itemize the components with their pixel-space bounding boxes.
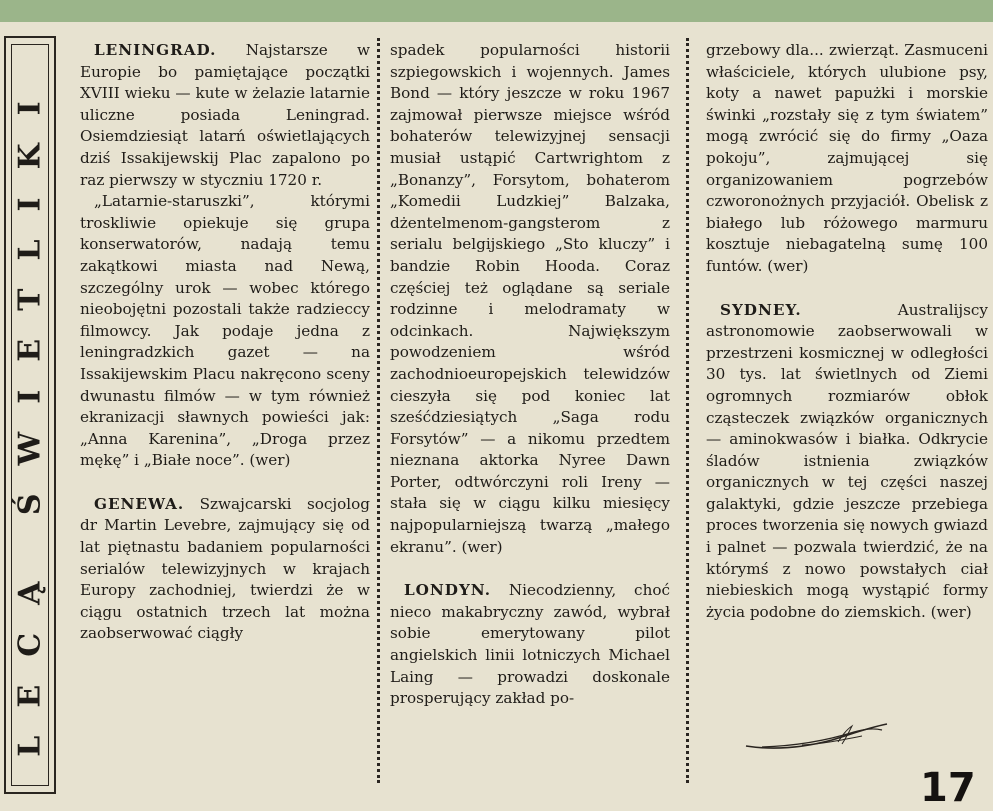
article-londyn-paragraph [390,580,670,710]
article-londyn-text-part-1: Niecodzienny, choć nieco makabryczny zawód, wybrał sobie emerytowany pilot angielskich linii lotniczych Michael Laing — prowadzi doskonale prosperujący zakład po- [390,581,670,708]
column-divider-1 [377,38,380,783]
section-header-box [4,36,56,794]
article-londyn-text-part-2: grzebowy dla... zwierząt. Zasmuceni właściciele, których ulubione psy, koty a nawet papużki i morskie świnki „rozstały się z tym światem” mogą zwrócić się do firmy „Oaza pokoju”, zajmującej się organizowaniem pogrzebów czworonożnych przyjaciół. Obelisk z białego lub różowego marmuru kosztuje niebagatelną sumę 100 funtów. (wer) [706,41,988,275]
article-leningrad-paragraph-2: „Latarnie-staruszki”, którymi troskliwie opiekuje się grupa konserwatorów, nadają temu zakątkowi miasta nad Newą, szczególny urok — wobec którego nieobojętni pozostali także radzieccy filmowcy. Jak podaje jedna z leningradzkich gazet — na Issakijewskim Placu nakręcono sceny dwunastu filmów — w tym również ekranizacji sławnych powieści jak: „Anna Karenina”, „Droga przez mękę” i „Białe noce”. (wer) [80,192,370,470]
article-sydney-city: SYDNEY. [720,300,802,319]
article-leningrad-text-1: Najstarsze w Europie bo pamiętające początki XVIII wieku — kute w żelazie latarnie uliczne posiada Leningrad. Osiemdziesiąt latarń oświetlających dziś Issakijewskij Plac zapalono po raz pierwszy w styczniu 1720 r. [80,41,370,189]
article-genewa-city: GENEWA. [94,494,185,513]
column-1 [80,40,370,645]
column-2 [390,40,670,710]
article-sydney-text: Australijscy astronomowie zaobserwowali w przestrzeni kosmicznej w odległości 30 tys. lat świetlnych od Ziemi ogromnych rozmiarów obłok cząsteczek związków organicznych — aminokwasów i białka. Odkrycie śladów istnienia związków organicznych w tej części naszej galaktyki, gdzie jeszcze przebiega proces tworzenia się nowych gwiazd i palnet — pozwala twierdzić, że na którymś z nowo powstałych ciał niebieskich mogą wystąpić formy życia podobne do ziemskich. (wer) [706,300,988,621]
article-londyn-city: LONDYN. [404,581,492,600]
article-sydney-paragraph [706,300,988,624]
article-leningrad-paragraph-1 [80,40,370,191]
article-genewa-text-part-1: Szwajcarski socjolog dr Martin Levebre, zajmujący się od lat piętnastu badaniem popularności serialów telewizyjnych w krajach Europy zachodniej, twierdzi że w ciągu ostatnich trzech lat można zaobserwować ciągły [80,494,370,643]
flourish-ornament-icon [742,720,892,754]
article-genewa-text-part-2: spadek popularności historii szpiegowskich i wojennych. James Bond — który jeszcze w roku 1967 zajmował pierwsze miejsce wśród bohaterów telewizyjnej sensacji musiał ustąpić Cartwrightom z „Bonanzy”, Forsytom, bohaterom „Komedii Ludzkiej” Balzaka, dżentelmenom-gangsterom z serialu belgijskiego „Sto kluczy” i bandzie Robin Hooda. Coraz częściej też oglądane są seriale rodzinne i melodramaty w odcinkach. Największym powodzeniem wśród zachodnioeuropejskich telewidzów cieszyła się pod koniec lat sześćdziesiątych „Saga rodu Forsytów” — a nikomu przedtem nieznana aktorka Nyree Dawn Porter, odtwórczyni roli Ireny — stała się w ciągu kilku miesięcy najpopularniejszą twarzą „małego ekranu”. (wer) [390,41,670,556]
article-genewa-paragraph [80,494,370,645]
article-leningrad-city: LENINGRAD. [94,41,217,59]
column-divider-2 [686,38,689,783]
section-title: LECĄ ŚWIETLIKI [12,73,48,757]
page-number: 17 [920,765,976,811]
top-color-stripe [0,0,993,22]
column-3 [706,40,988,623]
